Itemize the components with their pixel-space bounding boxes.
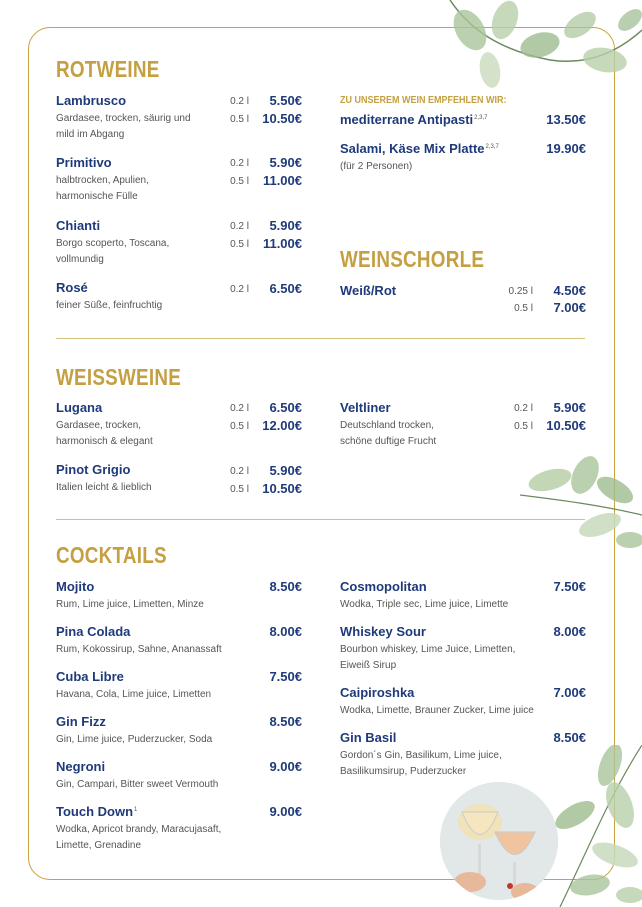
item-volume: 0.2 l bbox=[230, 403, 249, 414]
drinks-photo bbox=[440, 782, 558, 900]
item-description: feiner Süße, feinfruchtig bbox=[56, 300, 163, 311]
item-price: 19.90€ bbox=[546, 141, 586, 156]
menu-item bbox=[340, 579, 530, 613]
item-price: 5.90€ bbox=[269, 155, 302, 170]
item-volume: 0.2 l bbox=[230, 284, 249, 295]
item-price: 11.00€ bbox=[262, 236, 302, 251]
item-name: Primitivo bbox=[56, 155, 112, 170]
item-name: Veltliner bbox=[340, 400, 391, 415]
menu-item bbox=[340, 730, 530, 780]
item-name: Rosé bbox=[56, 280, 88, 295]
item-price: 6.50€ bbox=[269, 400, 302, 415]
section-title-cocktails: COCKTAILS bbox=[56, 542, 167, 568]
item-name-text: mediterrane Antipasti bbox=[340, 112, 474, 127]
menu-item bbox=[56, 624, 256, 658]
menu-item bbox=[56, 218, 236, 268]
item-price: 10.50€ bbox=[262, 481, 302, 496]
item-name: Pinot Grigio bbox=[56, 462, 131, 477]
item-name: Cosmopolitan bbox=[340, 579, 427, 594]
item-price: 6.50€ bbox=[269, 281, 302, 296]
item-volume: 0.2 l bbox=[230, 466, 249, 477]
menu-item bbox=[56, 280, 236, 314]
menu-item bbox=[56, 155, 236, 205]
section-title-weissweine: WEISSWEINE bbox=[56, 364, 182, 390]
menu-item bbox=[340, 141, 530, 175]
item-name: Gin Basil bbox=[340, 730, 397, 745]
item-name: Lugana bbox=[56, 400, 103, 415]
menu-item bbox=[56, 400, 236, 450]
item-description: halbtrocken, Apulien, harmonische Fülle bbox=[56, 175, 149, 202]
item-volume: 0.2 l bbox=[230, 221, 249, 232]
item-name: Pina Colada bbox=[56, 624, 131, 639]
item-volume: 0.2 l bbox=[230, 158, 249, 169]
item-price: 12.00€ bbox=[262, 418, 302, 433]
menu-item bbox=[340, 685, 540, 719]
menu-item bbox=[340, 624, 530, 674]
item-description: Gardasee, trocken, harmonisch & elegant bbox=[56, 420, 153, 447]
item-price: 5.90€ bbox=[269, 218, 302, 233]
allergen-note: 1 bbox=[134, 806, 138, 813]
menu-item bbox=[56, 759, 256, 793]
item-description: Rum, Lime juice, Limetten, Minze bbox=[56, 599, 204, 610]
item-name: Chianti bbox=[56, 218, 101, 233]
item-volume: 0.5 l bbox=[514, 421, 533, 432]
item-price: 5.50€ bbox=[269, 93, 302, 108]
menu-item bbox=[56, 714, 256, 748]
item-volume: 0.5 l bbox=[230, 421, 249, 432]
item-name bbox=[340, 141, 530, 159]
item-price: 8.50€ bbox=[553, 730, 586, 745]
item-price: 10.50€ bbox=[262, 111, 302, 126]
item-price: 11.00€ bbox=[262, 173, 302, 188]
item-description: Italien leicht & lieblich bbox=[56, 482, 152, 493]
item-price: 9.00€ bbox=[269, 804, 302, 819]
item-description: Rum, Kokossirup, Sahne, Ananassaft bbox=[56, 644, 222, 655]
allergen-note: 2,3,7 bbox=[474, 114, 488, 121]
item-name: Gin Fizz bbox=[56, 714, 106, 729]
item-name bbox=[340, 112, 530, 130]
menu-item bbox=[56, 93, 236, 143]
item-name-text: Salami, Käse Mix Platte bbox=[340, 141, 485, 156]
item-price: 8.50€ bbox=[269, 579, 302, 594]
item-name-text: Touch Down bbox=[56, 804, 134, 819]
leaf-decoration-icon bbox=[520, 455, 642, 555]
item-name bbox=[56, 804, 256, 822]
item-description: Borgo scoperto, Toscana, vollmundig bbox=[56, 238, 170, 265]
item-name: Whiskey Sour bbox=[340, 624, 426, 639]
item-price: 8.00€ bbox=[553, 624, 586, 639]
item-price: 4.50€ bbox=[553, 283, 586, 298]
item-description: Deutschland trocken, schöne duftige Frucht bbox=[340, 420, 437, 447]
item-volume: 0.5 l bbox=[230, 176, 249, 187]
item-description: Wodka, Apricot brandy, Maracujasaft, Limette, Grenadine bbox=[56, 824, 222, 851]
item-volume: 0.2 l bbox=[230, 96, 249, 107]
item-name: Caipiroshka bbox=[340, 685, 415, 700]
item-price: 7.00€ bbox=[553, 685, 586, 700]
item-name: Lambrusco bbox=[56, 93, 127, 108]
item-price: 10.50€ bbox=[546, 418, 586, 433]
menu-item bbox=[340, 112, 530, 130]
recommendation-heading: ZU UNSEREM WEIN EMPFEHLEN WIR: bbox=[340, 95, 507, 106]
section-title-weinschorle: WEINSCHORLE bbox=[340, 246, 485, 272]
item-description: Gin, Campari, Bitter sweet Vermouth bbox=[56, 779, 219, 790]
item-name: Negroni bbox=[56, 759, 106, 774]
item-description: Wodka, Triple sec, Lime juice, Limette bbox=[340, 599, 509, 610]
section-title-rotweine: ROTWEINE bbox=[56, 56, 160, 82]
item-description: Gordon´s Gin, Basilikum, Lime juice, Basilikumsirup, Puderzucker bbox=[340, 750, 502, 777]
menu-item bbox=[340, 400, 500, 450]
item-name: Mojito bbox=[56, 579, 95, 594]
item-price: 13.50€ bbox=[546, 112, 586, 127]
item-price: 8.00€ bbox=[269, 624, 302, 639]
item-name: Cuba Libre bbox=[56, 669, 124, 684]
section-divider bbox=[56, 519, 585, 520]
allergen-note: 2,3,7 bbox=[485, 143, 499, 150]
item-volume: 0.5 l bbox=[514, 303, 533, 314]
menu-item bbox=[56, 462, 236, 496]
item-volume: 0.2 l bbox=[514, 403, 533, 414]
item-description: Gardasee, trocken, säurig und mild im Abgang bbox=[56, 113, 191, 140]
item-price: 5.90€ bbox=[553, 400, 586, 415]
menu-item bbox=[340, 283, 460, 301]
item-price: 7.00€ bbox=[553, 300, 586, 315]
item-volume: 0.5 l bbox=[230, 484, 249, 495]
item-volume: 0.5 l bbox=[230, 114, 249, 125]
item-price: 8.50€ bbox=[269, 714, 302, 729]
item-name: Weiß/Rot bbox=[340, 283, 397, 298]
item-volume: 0.5 l bbox=[230, 239, 249, 250]
item-price: 7.50€ bbox=[553, 579, 586, 594]
item-price: 5.90€ bbox=[269, 463, 302, 478]
item-description: Gin, Lime juice, Puderzucker, Soda bbox=[56, 734, 213, 745]
menu-item bbox=[56, 804, 256, 854]
item-price: 7.50€ bbox=[269, 669, 302, 684]
menu-item bbox=[56, 669, 256, 703]
item-description: Bourbon whiskey, Lime Juice, Limetten, Eiweiß Sirup bbox=[340, 644, 516, 671]
leaf-decoration-icon bbox=[430, 0, 642, 100]
item-price: 9.00€ bbox=[269, 759, 302, 774]
item-description: (für 2 Personen) bbox=[340, 161, 413, 172]
item-description: Wodka, Limette, Brauner Zucker, Lime juice bbox=[340, 705, 534, 716]
item-volume: 0.25 l bbox=[508, 286, 533, 297]
menu-item bbox=[56, 579, 256, 613]
item-description: Havana, Cola, Lime juice, Limetten bbox=[56, 689, 212, 700]
section-divider bbox=[56, 338, 585, 339]
